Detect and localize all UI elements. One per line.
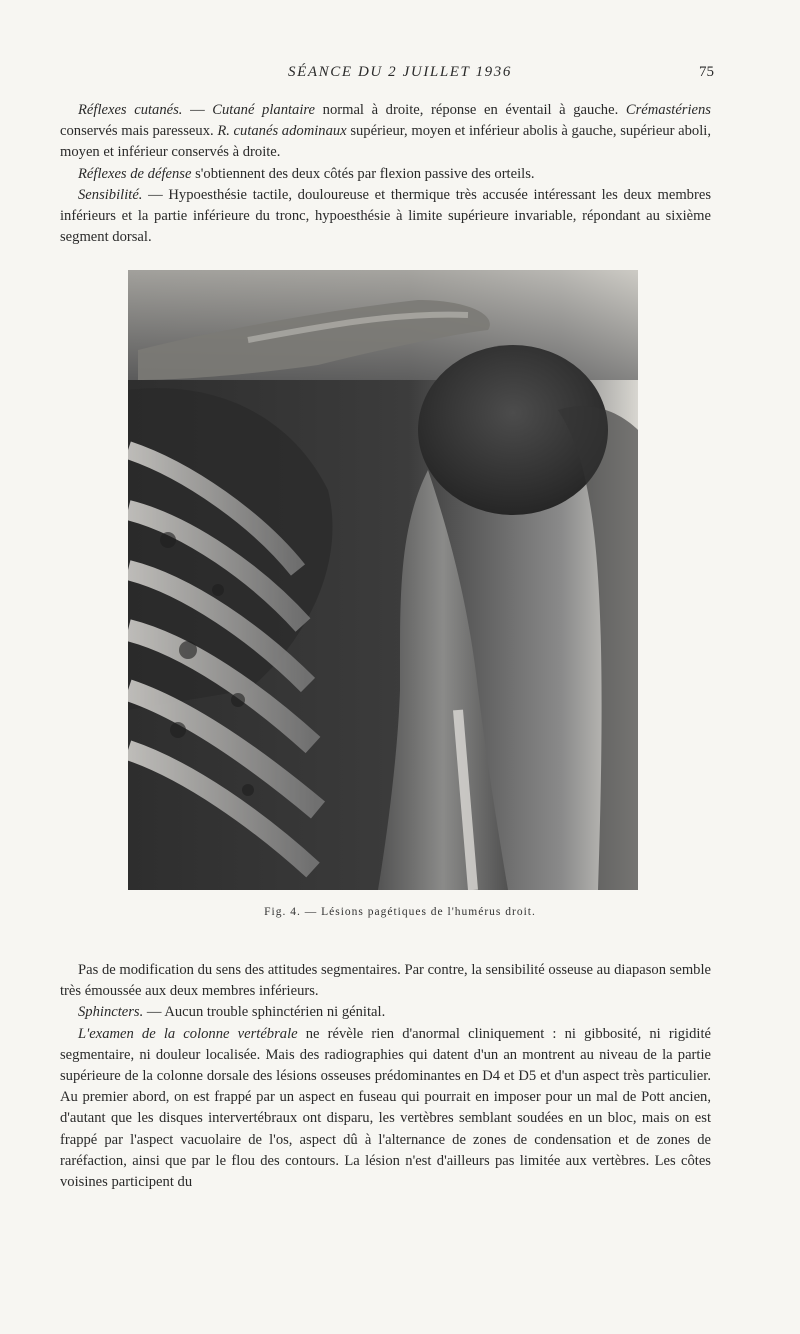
cremasteriens-label: Crémastériens	[625, 102, 711, 118]
paragraph-reflexes-defense	[60, 164, 711, 185]
bottom-text-block	[60, 960, 711, 1193]
text-run: s'obtiennent des deux côtés par flexion passive des orteils.	[191, 165, 535, 182]
reflexes-defense-label: Réflexes de défense	[78, 165, 192, 182]
paragraph-examen	[60, 1024, 711, 1194]
paragraph-sensibilite	[60, 185, 711, 249]
page-number: 75	[699, 64, 714, 80]
dash: —	[182, 102, 213, 118]
text-run: ne révèle rien d'anormal cliniquement : ni gibbosité, ni rigidité segmentaire, ni douleur localisée. Mais des radiographies qui datent d'un an montrent au niveau de la partie supérieure de la colonne dorsale des lésions osseuses prédominantes en D4 et D5 et d'un aspect très particulier. Au premier abord, on est frappé par un aspect en fuseau qui pourrait en imposer pour un mal de Pott ancien, d'autant que les disques intervertébraux ont disparu, les vertèbres semblant soudées en un bloc, mais on est frappé par l'aspect vacuolaire de l'os, aspect dû à l'alternance de zones de condensation et de zones de raréfaction, ainsi que par le flou des contours. La lésion n'est d'ailleurs pas limitée aux vertèbres. Les côtes voisines participent du	[60, 1025, 711, 1191]
paragraph-sens-attitudes: Pas de modification du sens des attitudes segmentaires. Par contre, la sensibilité osseuse au diapason semble très émoussée aux deux membres inférieurs.	[60, 962, 711, 1000]
paragraph-sphincters	[60, 1002, 711, 1023]
text-run: — Hypoesthésie tactile, douloureuse et thermique très accusée intéressant les deux membres inférieurs et la partie inférieure du tronc, hypoesthésie à limite supérieure invariable, répondant au sixième segment dorsal.	[60, 186, 711, 246]
sphincters-label: Sphincters.	[78, 1004, 144, 1021]
text-run: — Aucun trouble sphinctérien ni génital.	[143, 1004, 386, 1021]
paragraph-reflexes-cutanes	[60, 100, 711, 164]
text-run: normal à droite, réponse en éventail à gauche.	[315, 102, 619, 118]
cutane-plantaire-label: Cutané plantaire	[212, 102, 316, 118]
text-run: supérieur, moyen et inférieur abolis à gauche, supérieur aboli, moyen et inférieur conservés à droite.	[60, 123, 711, 161]
reflexes-cutanes-label: Réflexes cutanés.	[78, 102, 183, 118]
text-run: conservés mais paresseux.	[60, 123, 218, 140]
examen-label: L'examen de la colonne vertébrale	[78, 1025, 298, 1042]
xray-figure	[128, 270, 638, 890]
top-text-block	[60, 100, 711, 248]
page-header	[0, 64, 800, 86]
running-title: SÉANCE DU 2 JUILLET 1936	[288, 64, 512, 80]
r-cutanes-label: R. cutanés adominaux	[217, 123, 347, 140]
figure-caption: Fig. 4. — Lésions pagétiques de l'humérus droit.	[264, 906, 536, 918]
xray-image	[128, 270, 638, 890]
sensibilite-label: Sensibilité.	[78, 186, 143, 203]
